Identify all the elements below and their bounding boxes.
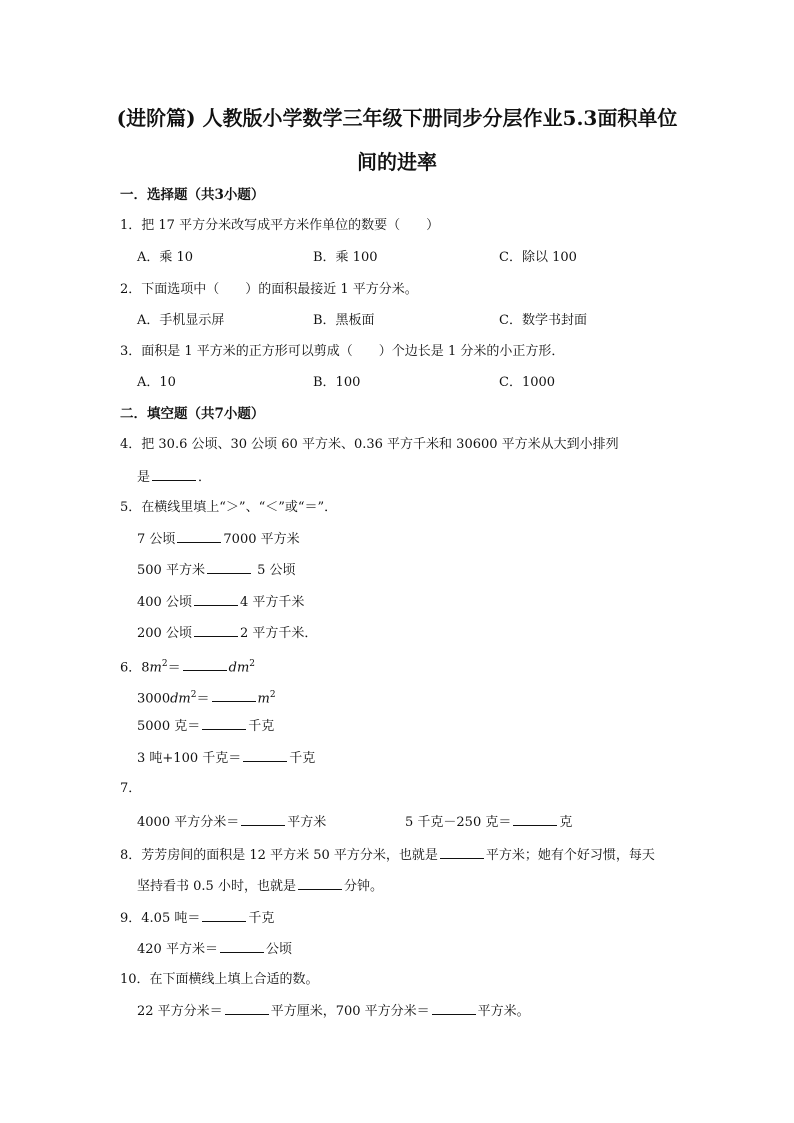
answer-blank[interactable] (212, 689, 256, 702)
row-prefix: 200 公顷 (137, 626, 192, 641)
row-prefix: 5 千克－250 克＝ (405, 815, 512, 830)
row-prefix: 7 公顷 (137, 532, 176, 547)
question-3-text: 3．面积是 1 平方米的正方形可以剪成（ ）个边长是 1 分米的小正方形． (120, 344, 565, 359)
row-suffix: 千克 (289, 751, 316, 766)
row-prefix: 500 平方米 (137, 563, 205, 578)
question-3-option-c: C．1000 (499, 375, 556, 390)
question-7-left (137, 813, 326, 832)
question-8-line1 (120, 846, 655, 865)
answer-blank[interactable] (432, 1002, 476, 1015)
answer-blank[interactable] (177, 530, 221, 543)
question-8-line2 (137, 877, 383, 896)
question-9-row-2 (137, 940, 292, 959)
question-6-row-1 (120, 655, 255, 677)
row-suffix: 平方米。 (477, 1004, 530, 1019)
row-prefix: 9．4.05 吨＝ (120, 911, 201, 926)
unit: dm (170, 691, 191, 707)
question-1-option-c: C．除以 100 (499, 250, 577, 265)
question-2-option-b: B．黑板面 (313, 313, 375, 328)
row-number: 3000 (137, 691, 171, 707)
unit-exponent: 2 (161, 659, 168, 669)
question-7-number: 7． (120, 781, 142, 796)
question-3-option-a: A．10 (137, 375, 176, 390)
section-heading-fill: 二．填空题（共7小题） (120, 406, 265, 422)
unit-exponent: 2 (269, 690, 276, 700)
question-1-option-b: B．乘 100 (313, 250, 378, 265)
row-prefix: 400 公顷 (137, 595, 192, 610)
row-prefix: 5000 克＝ (137, 719, 201, 734)
question-2-text: 2．下面选项中（ ）的面积最接近 1 平方分米。 (120, 282, 418, 297)
question-10-row-1 (137, 1002, 530, 1021)
row-prefix: 8．芳芳房间的面积是 12 平方米 50 平方分米，也就是 (120, 848, 438, 863)
question-4-line2 (137, 468, 211, 487)
row-prefix: 坚持看书 0.5 小时，也就是 (137, 879, 296, 894)
row-suffix: 公顷 (265, 942, 292, 957)
row-suffix: 分钟。 (343, 879, 383, 894)
answer-blank[interactable] (440, 846, 484, 859)
equals-sign: ＝ (167, 660, 181, 676)
answer-blank[interactable] (225, 1002, 269, 1015)
question-4-suffix: ． (198, 470, 212, 485)
row-prefix: 4000 平方分米＝ (137, 815, 240, 830)
question-6-row-2 (137, 686, 276, 708)
question-4-line1: 4．把 30.6 公顷、30 公顷 60 平方米、0.36 平方千米和 30600 平方米从大到小排列 (120, 437, 619, 452)
answer-blank[interactable] (194, 624, 238, 637)
row-prefix: 22 平方分米＝ (137, 1004, 223, 1019)
row-prefix: 420 平方米＝ (137, 942, 218, 957)
question-1-option-a: A．乘 10 (137, 250, 194, 265)
answer-blank[interactable] (202, 717, 246, 730)
row-suffix: 5 公顷 (252, 563, 296, 578)
unit-exponent: 2 (190, 690, 197, 700)
page-title-line2: 间的进率 (357, 150, 437, 174)
question-5-row-4 (137, 624, 317, 643)
unit-exponent: 2 (249, 659, 256, 669)
answer-blank[interactable] (241, 813, 285, 826)
unit: dm (228, 660, 250, 676)
answer-blank[interactable] (183, 658, 227, 671)
unit: m (257, 691, 270, 707)
question-1-text: 1．把 17 平方分米改写成平方米作单位的数要（ ） (120, 218, 440, 233)
row-middle: 平方厘米，700 平方分米＝ (270, 1004, 430, 1019)
answer-blank[interactable] (207, 561, 251, 574)
question-2-option-a: A．手机显示屏 (137, 313, 225, 328)
row-prefix: 3 吨+100 千克＝ (137, 751, 242, 766)
row-suffix: 平方米 (287, 815, 327, 830)
answer-blank[interactable] (152, 468, 196, 481)
question-9-row-1 (120, 909, 274, 928)
equals-sign: ＝ (196, 691, 210, 707)
question-4-prefix: 是 (137, 470, 151, 485)
question-2-option-c: C．数学书封面 (499, 313, 587, 328)
question-3-option-b: B．100 (313, 375, 361, 390)
section-heading-choice: 一．选择题（共3小题） (120, 187, 265, 203)
answer-blank[interactable] (194, 593, 238, 606)
question-5-row-3 (137, 593, 304, 612)
question-7-right (405, 813, 572, 832)
question-10-text: 10．在下面横线上填上合适的数。 (120, 972, 319, 987)
question-6-row-3 (137, 717, 274, 736)
row-suffix: 7000 平方米 (223, 532, 300, 547)
question-5-text: 5．在横线里填上“＞”、“＜”或“＝”． (120, 500, 338, 515)
row-number: 6．8 (120, 660, 150, 676)
unit: m (149, 660, 162, 676)
row-suffix: 千克 (248, 719, 275, 734)
row-suffix: 2 平方千米． (239, 626, 318, 641)
answer-blank[interactable] (298, 877, 342, 890)
answer-blank[interactable] (220, 940, 264, 953)
answer-blank[interactable] (202, 909, 246, 922)
answer-blank[interactable] (243, 749, 287, 762)
answer-blank[interactable] (513, 813, 557, 826)
row-suffix: 克 (559, 815, 573, 830)
question-5-row-1 (137, 530, 300, 549)
page-title-line1: (进阶篇) 人教版小学数学三年级下册同步分层作业5.3面积单位 (116, 106, 678, 130)
row-suffix: 平方米；她有个好习惯，每天 (485, 848, 655, 863)
row-suffix: 4 平方千米 (239, 595, 305, 610)
question-5-row-2 (137, 561, 296, 580)
row-suffix: 千克 (248, 911, 275, 926)
question-6-row-4 (137, 749, 315, 768)
